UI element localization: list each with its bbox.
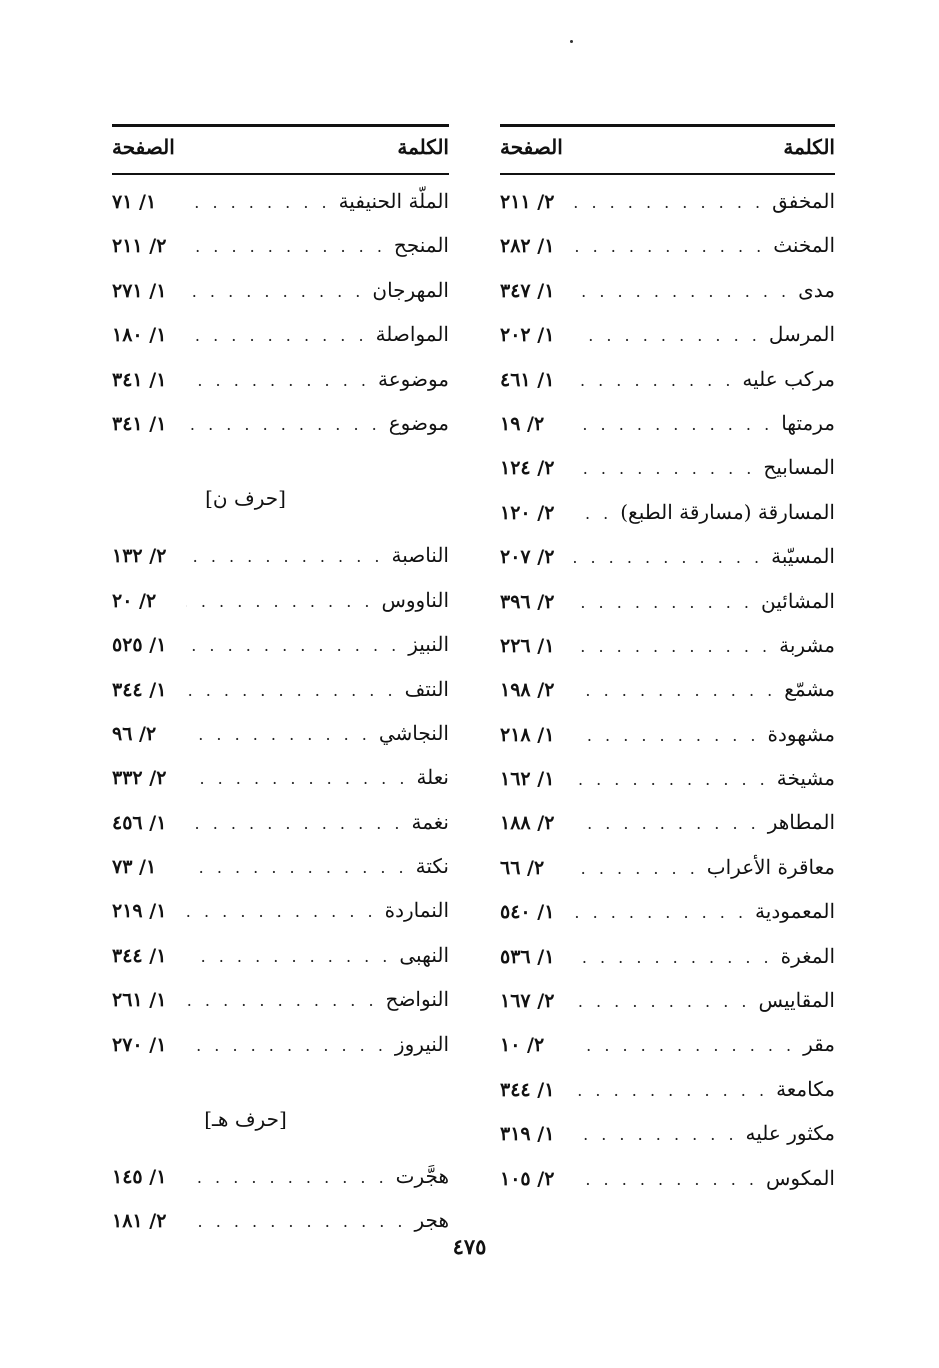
- entry-word: نعلة: [416, 765, 449, 790]
- index-entry: [500, 1022, 835, 1066]
- entry-page: ٢/ ١٨١: [112, 1210, 167, 1233]
- index-entry: [112, 179, 449, 223]
- entry-word: مرمتها: [781, 410, 835, 435]
- entry-page: ١/ ٣٤٧: [500, 279, 555, 302]
- page-number: ٤٧٥: [452, 1234, 487, 1259]
- entry-word: المخنث: [773, 233, 835, 258]
- entry-page: ٢/ ٢٠: [112, 589, 157, 612]
- index-entry: [500, 534, 835, 578]
- entries-mim: [112, 179, 449, 445]
- entry-page: ١/ ٣٤٤: [112, 678, 167, 701]
- dot-leader: [186, 979, 378, 1023]
- column-header: [500, 127, 835, 167]
- entry-word: النهبى: [399, 942, 449, 967]
- section-spacer: [112, 445, 449, 467]
- entry-page: ١/ ٢٨٢: [500, 235, 555, 258]
- scan-dot: [570, 40, 573, 43]
- dot-leader: [574, 581, 753, 625]
- header-rule-bottom: [112, 173, 449, 175]
- dot-leader: [574, 181, 764, 225]
- entry-page: ٢/ ١٩: [500, 412, 545, 435]
- entry-word: مكامعة: [776, 1076, 835, 1101]
- entry-word: النبيز: [408, 632, 449, 657]
- entry-page: ٢/ ٢١١: [500, 191, 555, 213]
- index-entry: [112, 268, 449, 312]
- section-heading-nun: [حرف ن]: [205, 486, 286, 511]
- entry-word: المغرة: [780, 943, 835, 968]
- dot-leader: [186, 359, 370, 403]
- index-entry: [500, 579, 835, 623]
- entry-page: ١/ ٣٤٤: [500, 1078, 555, 1101]
- dot-leader: [574, 891, 747, 935]
- entry-word: المسابيح: [763, 455, 835, 480]
- entry-page: ١/ ١٦٢: [500, 768, 555, 791]
- entry-word: المهرجان: [372, 277, 449, 302]
- dot-leader: [186, 225, 386, 269]
- entries-right: [500, 179, 835, 1200]
- index-entry: [112, 401, 449, 445]
- index-entry: [112, 667, 449, 711]
- dot-leader: [574, 1158, 758, 1202]
- entry-page: ١/ ٢٧١: [112, 279, 167, 302]
- dot-leader: [574, 447, 755, 491]
- entry-word: النيروز: [394, 1031, 449, 1056]
- dot-leader: [186, 846, 408, 890]
- index-entry: [500, 800, 835, 844]
- entry-page: ١/ ١٤٥: [112, 1166, 167, 1189]
- entry-word: النتف: [404, 676, 449, 701]
- index-entry: [500, 712, 835, 756]
- dot-leader: [186, 403, 381, 447]
- entry-page: ١/ ٣١٩: [500, 1123, 555, 1146]
- entries-nun: [112, 533, 449, 1066]
- dot-leader: [186, 669, 397, 713]
- index-entry: [500, 889, 835, 933]
- entry-word: المسيّبة: [771, 544, 835, 569]
- entry-page: ١/ ٥٣٦: [500, 945, 555, 968]
- entry-word: المقاييس: [758, 988, 835, 1013]
- entry-word: المسارقة (مسارقة الطبع): [620, 499, 835, 524]
- dot-leader: [186, 935, 391, 979]
- word-header: الكلمة: [783, 135, 835, 159]
- dot-leader: [574, 1024, 795, 1068]
- index-entry: [112, 888, 449, 932]
- entry-page: ١/ ١٨٠: [112, 324, 167, 347]
- dot-leader: [574, 980, 750, 1024]
- entry-page: ٢/ ٣٩٦: [500, 590, 555, 613]
- dot-leader: [186, 713, 371, 757]
- dot-leader: [574, 492, 612, 536]
- index-entry: [500, 1067, 835, 1111]
- dot-leader: [574, 270, 790, 314]
- index-entry: [500, 445, 835, 489]
- index-entry: [112, 357, 449, 401]
- entry-page: ١/ ٢١٩: [112, 900, 167, 923]
- dot-leader: [574, 314, 761, 358]
- dot-leader: [186, 181, 331, 225]
- entry-page: ٢/ ١٩٨: [500, 679, 555, 702]
- dot-leader: [574, 403, 773, 447]
- dot-leader: [574, 536, 763, 580]
- entry-word: مكثور عليه: [745, 1121, 835, 1146]
- entry-word: المرسل: [768, 322, 835, 347]
- dot-leader: [574, 802, 760, 846]
- entry-page: ١/ ٣٤١: [112, 412, 167, 435]
- entry-word: المكوس: [765, 1165, 835, 1190]
- index-entry: [500, 934, 835, 978]
- index-entry: [500, 268, 835, 312]
- entry-word: مشيخة: [776, 766, 835, 791]
- entry-word: الناووس: [381, 587, 449, 612]
- index-entry: [112, 312, 449, 356]
- dot-leader: [574, 1113, 738, 1157]
- index-entry: [112, 1022, 449, 1066]
- entry-word: نكتة: [415, 854, 449, 879]
- entries-ha: [112, 1154, 449, 1243]
- entry-word: الناصبة: [391, 543, 449, 568]
- dot-leader: [186, 270, 364, 314]
- index-entry: [500, 401, 835, 445]
- entry-word: نغمة: [411, 809, 449, 834]
- dot-leader: [186, 314, 368, 358]
- entry-word: المشائين: [761, 588, 835, 613]
- entry-page: ٢/ ٦٦: [500, 856, 545, 879]
- index-entry: [112, 578, 449, 622]
- entry-page: ٢/ ١٢٤: [500, 457, 555, 480]
- page-header: الصفحة: [500, 135, 563, 159]
- header-rule-bottom: [500, 173, 835, 175]
- index-entry: [112, 800, 449, 844]
- index-entry: [500, 667, 835, 711]
- index-entry: [112, 1154, 449, 1198]
- dot-leader: [574, 758, 769, 802]
- page-header: الصفحة: [112, 135, 175, 159]
- dot-leader: [186, 580, 373, 624]
- entry-page: ١/ ٢١٨: [500, 723, 555, 746]
- entry-page: ١/ ٧٣: [112, 856, 157, 879]
- index-entry: [112, 622, 449, 666]
- dot-leader: [186, 624, 400, 668]
- index-entry: [500, 312, 835, 356]
- index-entry: [500, 1111, 835, 1155]
- entry-word: المنجح: [393, 233, 449, 258]
- entry-page: ٢/ ١٨٨: [500, 812, 555, 835]
- dot-leader: [574, 359, 734, 403]
- index-entry: [500, 845, 835, 889]
- entry-page: ١/ ٣٤١: [112, 368, 167, 391]
- section-heading-ha: [حرف هـ]: [204, 1107, 287, 1132]
- dot-leader: [186, 1156, 388, 1200]
- dot-leader: [186, 890, 377, 934]
- entry-page: ٢/ ٢١١: [112, 235, 167, 258]
- entry-word: موضوع: [388, 410, 449, 435]
- index-entry: [112, 711, 449, 755]
- index-entry: [500, 1156, 835, 1200]
- dot-leader: [186, 802, 404, 846]
- entry-page: ٢/ ١٣٢: [112, 545, 167, 568]
- dot-leader: [574, 625, 771, 669]
- index-entry: [500, 223, 835, 267]
- entry-word: المواصلة: [375, 322, 449, 347]
- entry-page: ٢/ ٩٦: [112, 722, 157, 745]
- index-column-right: [500, 124, 835, 1200]
- entry-page: ١/ ٥٢٥: [112, 634, 167, 657]
- entry-page: ١/ ٤٥٦: [112, 811, 167, 834]
- entry-page: ٢/ ١٢٠: [500, 501, 555, 524]
- dot-leader: [574, 669, 776, 713]
- entry-word: مركب عليه: [742, 366, 835, 391]
- index-entry: [112, 977, 449, 1021]
- dot-leader: [186, 757, 408, 801]
- entry-page: ١/ ٢٠٢: [500, 324, 555, 347]
- dot-leader: [574, 714, 760, 758]
- entry-page: ١/ ٤٦١: [500, 368, 555, 391]
- index-entry: [500, 357, 835, 401]
- word-header: الكلمة: [397, 135, 449, 159]
- entry-word: هجر: [414, 1208, 449, 1233]
- index-entry: [500, 756, 835, 800]
- index-entry: [500, 490, 835, 534]
- entry-word: النواضح: [385, 987, 449, 1012]
- index-entry: [500, 978, 835, 1022]
- dot-leader: [574, 936, 773, 980]
- entry-page: ٢/ ٣٣٢: [112, 767, 167, 790]
- index-column-left: [112, 124, 449, 1243]
- entry-word: المخفق: [772, 189, 835, 213]
- entry-word: مشهودة: [767, 721, 835, 746]
- entry-word: الملّة الحنيفية: [338, 189, 449, 213]
- entry-word: معاقرة الأعراب: [706, 854, 835, 879]
- entry-word: المطاهر: [767, 810, 835, 835]
- entry-word: مشمّع: [784, 677, 835, 702]
- entry-page: ١/ ٢٧٠: [112, 1033, 167, 1056]
- entry-page: ٢/ ١٠٥: [500, 1167, 555, 1190]
- dot-leader: [186, 1024, 387, 1068]
- index-entry: [500, 623, 835, 667]
- entry-word: مدى: [798, 277, 835, 302]
- entry-word: المعمودية: [755, 899, 835, 924]
- entry-page: ١/ ٢٢٦: [500, 634, 555, 657]
- dot-leader: [574, 847, 699, 891]
- dot-leader: [186, 535, 383, 579]
- index-entry: [112, 533, 449, 577]
- dot-leader: [574, 1069, 768, 1113]
- entry-page: ١/ ٥٤٠: [500, 901, 555, 924]
- column-header: [112, 127, 449, 167]
- entry-word: النجاشي: [378, 720, 449, 745]
- section-spacer: [112, 1066, 449, 1088]
- index-entry: [112, 933, 449, 977]
- index-entry: [112, 755, 449, 799]
- entry-page: ١/ ٣٤٤: [112, 944, 167, 967]
- entry-page: ١/ ٢٦١: [112, 989, 167, 1012]
- entry-word: مقر: [803, 1032, 835, 1057]
- entry-page: ٢/ ٢٠٧: [500, 546, 555, 569]
- entry-page: ١/ ٧١: [112, 191, 157, 213]
- index-entry: [112, 223, 449, 267]
- entry-page: ٢/ ١٦٧: [500, 990, 555, 1013]
- entry-word: موضوعة: [377, 366, 449, 391]
- entry-word: النماردة: [384, 898, 449, 923]
- entry-page: ٢/ ١٠: [500, 1034, 545, 1057]
- entry-word: مشربة: [779, 632, 835, 657]
- entry-word: هجَّرت: [395, 1164, 449, 1189]
- dot-leader: [574, 225, 765, 269]
- index-entry: [112, 844, 449, 888]
- index-entry: [500, 179, 835, 223]
